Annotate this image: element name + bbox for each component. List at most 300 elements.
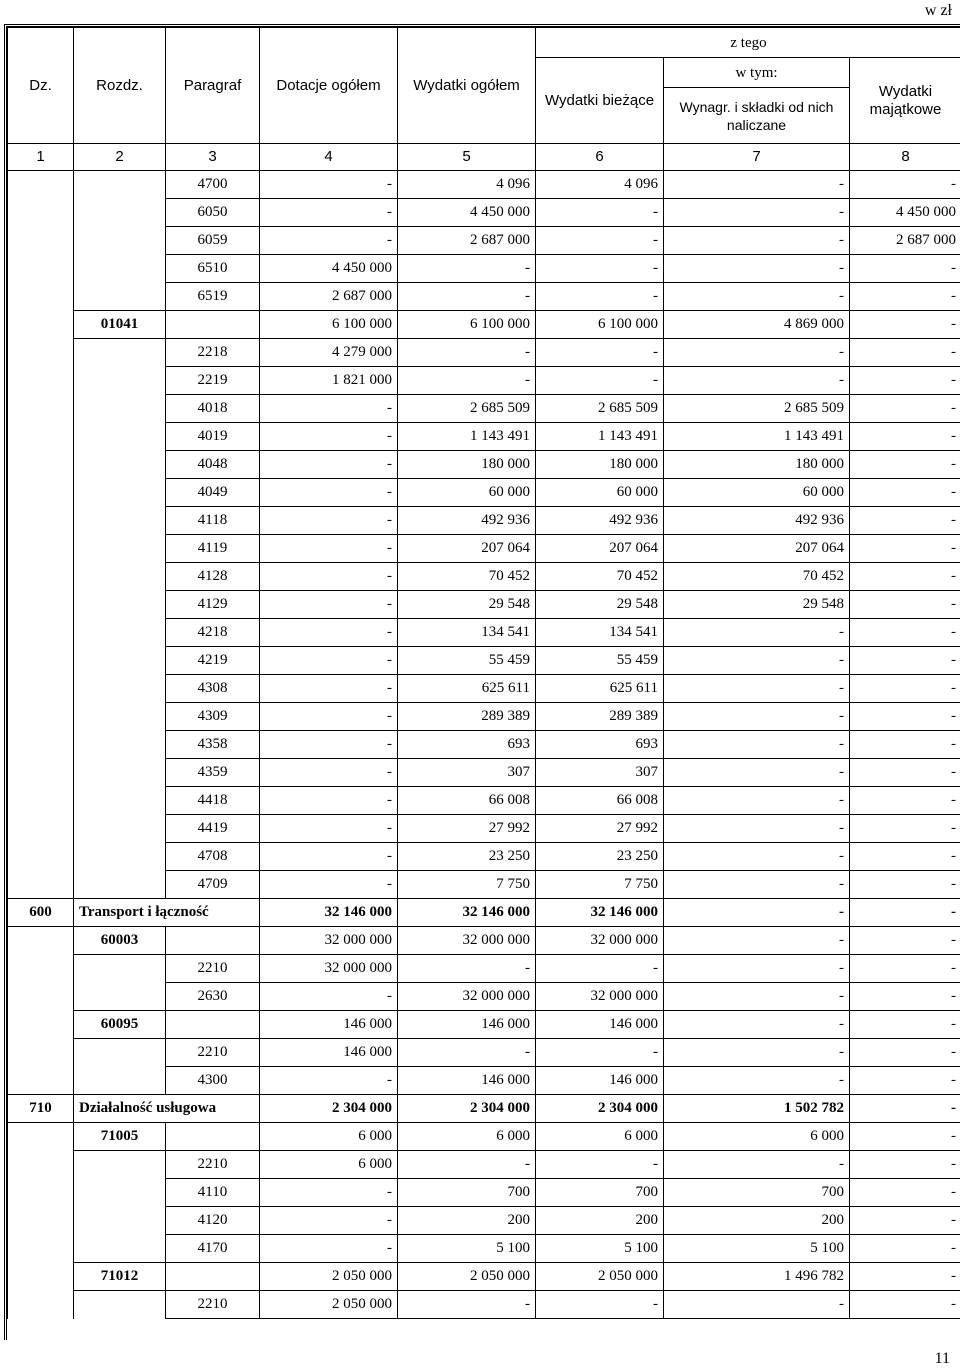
cell-wydatki: 307 bbox=[398, 759, 536, 787]
cell-paragraf: 4708 bbox=[166, 843, 260, 871]
cell-paragraf: 4300 bbox=[166, 1067, 260, 1095]
cell-dz bbox=[8, 731, 74, 759]
cell-paragraf: 2210 bbox=[166, 1291, 260, 1319]
cell-rozdz bbox=[74, 563, 166, 591]
cell-wydatki: 6 000 bbox=[398, 1123, 536, 1151]
cell-majatkowe: - bbox=[850, 815, 960, 843]
cell-rozdz bbox=[74, 199, 166, 227]
cell-paragraf: 4119 bbox=[166, 535, 260, 563]
table-row bbox=[8, 227, 960, 255]
cell-rozdz bbox=[74, 395, 166, 423]
cell-dotacje: 6 100 000 bbox=[260, 311, 398, 339]
cell-wydatki: 29 548 bbox=[398, 591, 536, 619]
cell-majatkowe: - bbox=[850, 1039, 960, 1067]
cell-majatkowe: - bbox=[850, 395, 960, 423]
header-majatkowe: Wydatki majątkowe bbox=[850, 58, 960, 144]
cell-majatkowe: - bbox=[850, 1123, 960, 1151]
cell-wynagrodzenia: 200 bbox=[664, 1207, 850, 1235]
cell-rozdz bbox=[74, 787, 166, 815]
cell-dotacje: - bbox=[260, 759, 398, 787]
table-row bbox=[8, 171, 960, 199]
cell-wynagrodzenia: 1 143 491 bbox=[664, 423, 850, 451]
cell-paragraf: 4129 bbox=[166, 591, 260, 619]
cell-wynagrodzenia: - bbox=[664, 815, 850, 843]
cell-dz bbox=[8, 311, 74, 339]
cell-dz bbox=[8, 535, 74, 563]
cell-rozdz bbox=[74, 591, 166, 619]
cell-biezace: 700 bbox=[536, 1179, 664, 1207]
cell-majatkowe: - bbox=[850, 1095, 960, 1123]
table-row bbox=[8, 787, 960, 815]
cell-biezace: 32 000 000 bbox=[536, 927, 664, 955]
cell-paragraf: 2218 bbox=[166, 339, 260, 367]
cell-wydatki: 2 050 000 bbox=[398, 1263, 536, 1291]
cell-dotacje: - bbox=[260, 871, 398, 899]
cell-dotacje: 32 000 000 bbox=[260, 927, 398, 955]
table-row bbox=[8, 815, 960, 843]
cell-wydatki: 2 685 509 bbox=[398, 395, 536, 423]
table-row bbox=[8, 731, 960, 759]
cell-biezace: - bbox=[536, 227, 664, 255]
cell-dz bbox=[8, 1123, 74, 1151]
cell-dotacje: 146 000 bbox=[260, 1011, 398, 1039]
cell-biezace: - bbox=[536, 1291, 664, 1319]
cell-paragraf: 4120 bbox=[166, 1207, 260, 1235]
cell-wydatki: 693 bbox=[398, 731, 536, 759]
cell-majatkowe: - bbox=[850, 1179, 960, 1207]
cell-biezace: 2 685 509 bbox=[536, 395, 664, 423]
cell-dz bbox=[8, 367, 74, 395]
cell-dotacje: - bbox=[260, 507, 398, 535]
cell-wydatki: 60 000 bbox=[398, 479, 536, 507]
cell-wynagrodzenia: - bbox=[664, 675, 850, 703]
cell-wydatki: 23 250 bbox=[398, 843, 536, 871]
cell-rozdz bbox=[74, 1179, 166, 1207]
cell-wydatki: 2 687 000 bbox=[398, 227, 536, 255]
cell-dotacje: - bbox=[260, 1235, 398, 1263]
cell-rozdz bbox=[74, 731, 166, 759]
cell-paragraf: 2210 bbox=[166, 955, 260, 983]
cell-rozdz bbox=[74, 675, 166, 703]
cell-dotacje: 4 279 000 bbox=[260, 339, 398, 367]
cell-paragraf: 4018 bbox=[166, 395, 260, 423]
table-row bbox=[8, 759, 960, 787]
header-dotacje: Dotacje ogółem bbox=[260, 28, 398, 144]
cell-wydatki: 4 450 000 bbox=[398, 199, 536, 227]
cell-biezace: - bbox=[536, 955, 664, 983]
cell-rozdz: 01041 bbox=[74, 311, 166, 339]
cell-majatkowe: - bbox=[850, 759, 960, 787]
column-number: 7 bbox=[664, 144, 850, 171]
cell-dz bbox=[8, 1207, 74, 1235]
cell-wydatki: 134 541 bbox=[398, 619, 536, 647]
table-row bbox=[8, 339, 960, 367]
cell-wynagrodzenia: 2 685 509 bbox=[664, 395, 850, 423]
cell-paragraf: 4019 bbox=[166, 423, 260, 451]
column-number: 3 bbox=[166, 144, 260, 171]
cell-rozdz bbox=[74, 171, 166, 199]
cell-dotacje: 2 687 000 bbox=[260, 283, 398, 311]
column-number: 5 bbox=[398, 144, 536, 171]
table-row bbox=[8, 703, 960, 731]
cell-wynagrodzenia: - bbox=[664, 843, 850, 871]
cell-wydatki: - bbox=[398, 1151, 536, 1179]
cell-wynagrodzenia: - bbox=[664, 619, 850, 647]
cell-paragraf: 4419 bbox=[166, 815, 260, 843]
cell-dotacje: 2 050 000 bbox=[260, 1263, 398, 1291]
cell-majatkowe: - bbox=[850, 871, 960, 899]
table-row bbox=[8, 1179, 960, 1207]
table-row bbox=[8, 927, 960, 955]
cell-dz bbox=[8, 619, 74, 647]
cell-dz bbox=[8, 1011, 74, 1039]
header-w-tym: w tym: bbox=[664, 58, 850, 88]
cell-wydatki: 7 750 bbox=[398, 871, 536, 899]
cell-rozdz bbox=[74, 479, 166, 507]
cell-wynagrodzenia: 207 064 bbox=[664, 535, 850, 563]
cell-paragraf: 6519 bbox=[166, 283, 260, 311]
cell-dotacje: - bbox=[260, 535, 398, 563]
cell-dz bbox=[8, 423, 74, 451]
table-row bbox=[8, 1095, 960, 1123]
cell-wydatki: - bbox=[398, 367, 536, 395]
column-number: 4 bbox=[260, 144, 398, 171]
cell-biezace: - bbox=[536, 255, 664, 283]
cell-biezace: - bbox=[536, 367, 664, 395]
cell-dz bbox=[8, 255, 74, 283]
cell-paragraf: 6510 bbox=[166, 255, 260, 283]
cell-majatkowe: - bbox=[850, 339, 960, 367]
cell-dotacje: 6 000 bbox=[260, 1123, 398, 1151]
cell-biezace: 146 000 bbox=[536, 1067, 664, 1095]
cell-biezace: 23 250 bbox=[536, 843, 664, 871]
cell-dz bbox=[8, 199, 74, 227]
cell-rozdz bbox=[74, 255, 166, 283]
cell-rozdz bbox=[74, 703, 166, 731]
cell-paragraf: 2630 bbox=[166, 983, 260, 1011]
table-row bbox=[8, 955, 960, 983]
table-row bbox=[8, 1039, 960, 1067]
table-row bbox=[8, 1123, 960, 1151]
cell-wydatki: 6 100 000 bbox=[398, 311, 536, 339]
cell-wynagrodzenia: - bbox=[664, 339, 850, 367]
cell-wydatki: 5 100 bbox=[398, 1235, 536, 1263]
cell-biezace: 180 000 bbox=[536, 451, 664, 479]
cell-dz bbox=[8, 171, 74, 199]
table-row bbox=[8, 675, 960, 703]
cell-wydatki: - bbox=[398, 255, 536, 283]
cell-rozdz bbox=[74, 1151, 166, 1179]
cell-biezace: 32 000 000 bbox=[536, 983, 664, 1011]
cell-dz bbox=[8, 1263, 74, 1291]
cell-wynagrodzenia: 180 000 bbox=[664, 451, 850, 479]
cell-rozdz bbox=[74, 283, 166, 311]
cell-wynagrodzenia: - bbox=[664, 1039, 850, 1067]
cell-wydatki: 70 452 bbox=[398, 563, 536, 591]
cell-biezace: - bbox=[536, 1039, 664, 1067]
cell-paragraf: 4218 bbox=[166, 619, 260, 647]
cell-majatkowe: - bbox=[850, 1263, 960, 1291]
cell-wydatki: 200 bbox=[398, 1207, 536, 1235]
cell-dotacje: - bbox=[260, 199, 398, 227]
cell-paragraf: 4048 bbox=[166, 451, 260, 479]
cell-biezace: 4 096 bbox=[536, 171, 664, 199]
cell-wydatki: 4 096 bbox=[398, 171, 536, 199]
cell-wydatki: - bbox=[398, 1291, 536, 1319]
cell-biezace: 5 100 bbox=[536, 1235, 664, 1263]
cell-rozdz bbox=[74, 367, 166, 395]
table-row bbox=[8, 563, 960, 591]
cell-dotacje: - bbox=[260, 843, 398, 871]
cell-rozdz bbox=[74, 647, 166, 675]
cell-paragraf bbox=[166, 1263, 260, 1291]
cell-dotacje: - bbox=[260, 479, 398, 507]
cell-majatkowe: - bbox=[850, 619, 960, 647]
header-biezace: Wydatki bieżące bbox=[536, 58, 664, 144]
unit-note: w zł bbox=[924, 2, 952, 19]
table-row bbox=[8, 1011, 960, 1039]
cell-dz bbox=[8, 1039, 74, 1067]
cell-biezace: 134 541 bbox=[536, 619, 664, 647]
cell-dz bbox=[8, 759, 74, 787]
cell-wydatki: 2 304 000 bbox=[398, 1095, 536, 1123]
cell-wynagrodzenia: - bbox=[664, 731, 850, 759]
cell-wydatki: 1 143 491 bbox=[398, 423, 536, 451]
cell-wynagrodzenia: - bbox=[664, 199, 850, 227]
cell-dz bbox=[8, 1291, 74, 1319]
header-z-tego: z tego bbox=[536, 28, 960, 58]
cell-dotacje: 32 146 000 bbox=[260, 899, 398, 927]
table-row bbox=[8, 619, 960, 647]
cell-wynagrodzenia: 29 548 bbox=[664, 591, 850, 619]
cell-rozdz bbox=[74, 1235, 166, 1263]
cell-biezace: 66 008 bbox=[536, 787, 664, 815]
cell-rozdz bbox=[74, 339, 166, 367]
table-row bbox=[8, 647, 960, 675]
cell-wynagrodzenia: - bbox=[664, 283, 850, 311]
table-row bbox=[8, 1207, 960, 1235]
cell-rozdz bbox=[74, 759, 166, 787]
cell-rozdz bbox=[74, 535, 166, 563]
cell-majatkowe: - bbox=[850, 283, 960, 311]
cell-paragraf: 4709 bbox=[166, 871, 260, 899]
cell-dz bbox=[8, 563, 74, 591]
cell-rozdz: 71005 bbox=[74, 1123, 166, 1151]
table-row bbox=[8, 479, 960, 507]
cell-majatkowe: - bbox=[850, 591, 960, 619]
cell-wynagrodzenia: - bbox=[664, 983, 850, 1011]
cell-paragraf bbox=[166, 1123, 260, 1151]
table-row bbox=[8, 451, 960, 479]
cell-majatkowe: - bbox=[850, 1151, 960, 1179]
cell-biezace: 307 bbox=[536, 759, 664, 787]
cell-paragraf: 4700 bbox=[166, 171, 260, 199]
cell-dz bbox=[8, 283, 74, 311]
cell-dz: 710 bbox=[8, 1095, 74, 1123]
cell-rozdz bbox=[74, 1207, 166, 1235]
column-number: 6 bbox=[536, 144, 664, 171]
cell-dotacje: - bbox=[260, 703, 398, 731]
cell-biezace: 70 452 bbox=[536, 563, 664, 591]
cell-rozdz: 60095 bbox=[74, 1011, 166, 1039]
cell-wynagrodzenia: 1 496 782 bbox=[664, 1263, 850, 1291]
cell-dotacje: - bbox=[260, 619, 398, 647]
cell-wynagrodzenia: - bbox=[664, 955, 850, 983]
cell-paragraf: 6050 bbox=[166, 199, 260, 227]
cell-biezace: 55 459 bbox=[536, 647, 664, 675]
cell-wynagrodzenia: - bbox=[664, 871, 850, 899]
header-paragraf: Paragraf bbox=[166, 28, 260, 144]
budget-table-frame bbox=[4, 24, 960, 1340]
cell-paragraf: 4309 bbox=[166, 703, 260, 731]
cell-wynagrodzenia: 70 452 bbox=[664, 563, 850, 591]
cell-wynagrodzenia: 5 100 bbox=[664, 1235, 850, 1263]
cell-biezace: - bbox=[536, 199, 664, 227]
cell-biezace: 207 064 bbox=[536, 535, 664, 563]
cell-dotacje: - bbox=[260, 1207, 398, 1235]
cell-biezace: - bbox=[536, 339, 664, 367]
cell-dotacje: 146 000 bbox=[260, 1039, 398, 1067]
cell-majatkowe: - bbox=[850, 899, 960, 927]
cell-majatkowe: - bbox=[850, 675, 960, 703]
cell-paragraf: 4359 bbox=[166, 759, 260, 787]
cell-wydatki: - bbox=[398, 1039, 536, 1067]
cell-wynagrodzenia: 492 936 bbox=[664, 507, 850, 535]
cell-majatkowe: - bbox=[850, 1067, 960, 1095]
cell-biezace: 693 bbox=[536, 731, 664, 759]
cell-wydatki: 207 064 bbox=[398, 535, 536, 563]
cell-majatkowe: 4 450 000 bbox=[850, 199, 960, 227]
cell-majatkowe: - bbox=[850, 563, 960, 591]
cell-paragraf: 4128 bbox=[166, 563, 260, 591]
cell-wydatki: 32 000 000 bbox=[398, 927, 536, 955]
cell-wynagrodzenia: - bbox=[664, 759, 850, 787]
cell-biezace: 6 000 bbox=[536, 1123, 664, 1151]
cell-wynagrodzenia: - bbox=[664, 927, 850, 955]
cell-paragraf: 6059 bbox=[166, 227, 260, 255]
cell-dotacje: 4 450 000 bbox=[260, 255, 398, 283]
cell-dotacje: - bbox=[260, 815, 398, 843]
cell-dotacje: - bbox=[260, 647, 398, 675]
cell-wynagrodzenia: 4 869 000 bbox=[664, 311, 850, 339]
cell-wynagrodzenia: - bbox=[664, 787, 850, 815]
cell-dz bbox=[8, 227, 74, 255]
cell-paragraf bbox=[166, 311, 260, 339]
cell-biezace: 2 050 000 bbox=[536, 1263, 664, 1291]
cell-wynagrodzenia: - bbox=[664, 367, 850, 395]
cell-majatkowe: - bbox=[850, 983, 960, 1011]
cell-wynagrodzenia: - bbox=[664, 171, 850, 199]
cell-majatkowe: - bbox=[850, 647, 960, 675]
table-row bbox=[8, 1151, 960, 1179]
column-number: 8 bbox=[850, 144, 960, 171]
cell-dz bbox=[8, 451, 74, 479]
table-body bbox=[8, 171, 960, 1319]
cell-biezace: 29 548 bbox=[536, 591, 664, 619]
cell-dz bbox=[8, 703, 74, 731]
cell-rozdz bbox=[74, 983, 166, 1011]
cell-wynagrodzenia: - bbox=[664, 255, 850, 283]
cell-paragraf: 2210 bbox=[166, 1151, 260, 1179]
cell-majatkowe: - bbox=[850, 1291, 960, 1319]
cell-wydatki: - bbox=[398, 339, 536, 367]
cell-dotacje: - bbox=[260, 1067, 398, 1095]
cell-biezace: - bbox=[536, 1151, 664, 1179]
cell-wynagrodzenia: - bbox=[664, 1011, 850, 1039]
cell-dz bbox=[8, 339, 74, 367]
cell-dz bbox=[8, 675, 74, 703]
cell-paragraf: 4110 bbox=[166, 1179, 260, 1207]
cell-paragraf: 4049 bbox=[166, 479, 260, 507]
cell-dz bbox=[8, 787, 74, 815]
cell-wynagrodzenia: - bbox=[664, 899, 850, 927]
cell-wydatki: 32 000 000 bbox=[398, 983, 536, 1011]
cell-dz-name: Działalność usługowa bbox=[74, 1095, 260, 1123]
cell-rozdz bbox=[74, 227, 166, 255]
cell-wynagrodzenia: 1 502 782 bbox=[664, 1095, 850, 1123]
cell-biezace: 6 100 000 bbox=[536, 311, 664, 339]
cell-wynagrodzenia: - bbox=[664, 227, 850, 255]
cell-dotacje: - bbox=[260, 731, 398, 759]
cell-dotacje: - bbox=[260, 423, 398, 451]
cell-majatkowe: - bbox=[850, 1207, 960, 1235]
cell-rozdz: 71012 bbox=[74, 1263, 166, 1291]
cell-rozdz bbox=[74, 1039, 166, 1067]
table-row bbox=[8, 283, 960, 311]
table-row bbox=[8, 423, 960, 451]
cell-rozdz bbox=[74, 843, 166, 871]
cell-majatkowe: - bbox=[850, 255, 960, 283]
cell-majatkowe: 2 687 000 bbox=[850, 227, 960, 255]
cell-dotacje: 1 821 000 bbox=[260, 367, 398, 395]
cell-majatkowe: - bbox=[850, 311, 960, 339]
cell-dz bbox=[8, 927, 74, 955]
header-dz: Dz. bbox=[8, 28, 74, 144]
cell-wydatki: 27 992 bbox=[398, 815, 536, 843]
cell-majatkowe: - bbox=[850, 171, 960, 199]
cell-wydatki: 32 146 000 bbox=[398, 899, 536, 927]
table-row bbox=[8, 1291, 960, 1319]
cell-dz: 600 bbox=[8, 899, 74, 927]
cell-wynagrodzenia: 700 bbox=[664, 1179, 850, 1207]
cell-majatkowe: - bbox=[850, 703, 960, 731]
table-row bbox=[8, 983, 960, 1011]
cell-dotacje: - bbox=[260, 983, 398, 1011]
table-row bbox=[8, 1067, 960, 1095]
cell-dz bbox=[8, 871, 74, 899]
cell-dotacje: - bbox=[260, 675, 398, 703]
cell-dz bbox=[8, 815, 74, 843]
cell-majatkowe: - bbox=[850, 367, 960, 395]
cell-dotacje: 2 050 000 bbox=[260, 1291, 398, 1319]
cell-rozdz bbox=[74, 1067, 166, 1095]
table-row bbox=[8, 843, 960, 871]
cell-dotacje: - bbox=[260, 227, 398, 255]
table-row bbox=[8, 255, 960, 283]
table-row bbox=[8, 507, 960, 535]
table-row bbox=[8, 591, 960, 619]
cell-dotacje: 2 304 000 bbox=[260, 1095, 398, 1123]
cell-rozdz bbox=[74, 955, 166, 983]
cell-dotacje: - bbox=[260, 451, 398, 479]
cell-wynagrodzenia: - bbox=[664, 647, 850, 675]
cell-dz bbox=[8, 955, 74, 983]
cell-wynagrodzenia: 60 000 bbox=[664, 479, 850, 507]
cell-wydatki: 289 389 bbox=[398, 703, 536, 731]
cell-majatkowe: - bbox=[850, 451, 960, 479]
cell-majatkowe: - bbox=[850, 731, 960, 759]
cell-wynagrodzenia: - bbox=[664, 703, 850, 731]
